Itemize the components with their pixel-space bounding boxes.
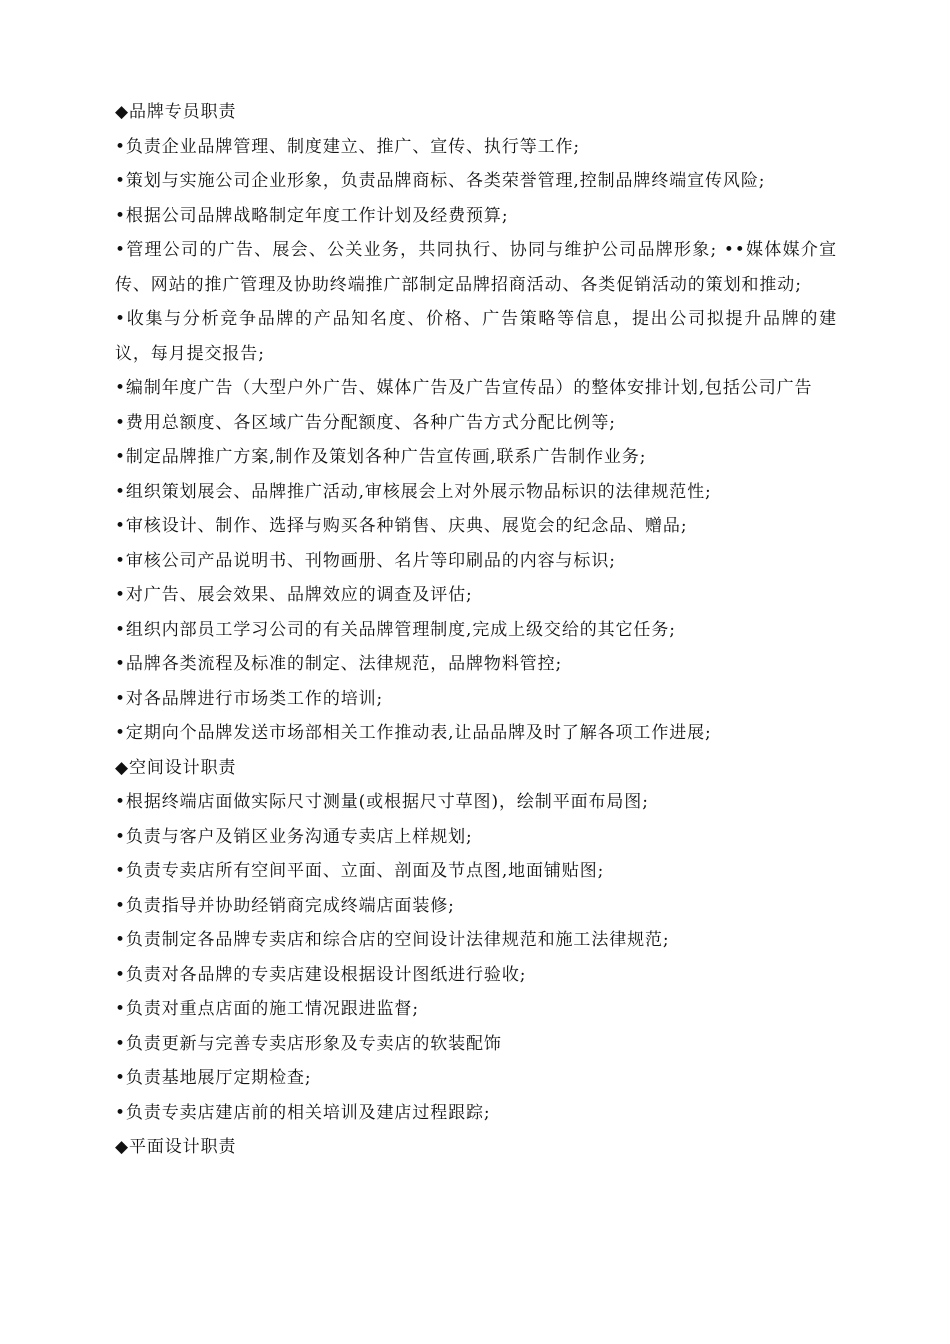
list-item: •审核设计、制作、选择与购买各种销售、庆典、展览会的纪念品、赠品;	[115, 516, 688, 536]
list-item: •负责对重点店面的施工情况跟进监督;	[115, 999, 419, 1019]
list-item: •负责更新与完善专卖店形象及专卖店的软装配饰	[115, 1033, 502, 1054]
list-item: •负责专卖店建店前的相关培训及建店过程跟踪;	[115, 1102, 491, 1123]
list-item: •管理公司的广告、展会、公关业务，共同执行、协同与维护公司品牌形象; ••媒体媒介宣传、网站的推广管理及协助终端推广部制定品牌招商活动、各类促销活动的策划和推动;	[115, 240, 837, 295]
list-item: •负责企业品牌管理、制度建立、推广、宣传、执行等工作;	[115, 136, 581, 157]
list-item: •负责与客户及销区业务沟通专卖店上样规划;	[115, 826, 473, 847]
section-heading: ◆空间设计职责	[115, 757, 237, 778]
document-body	[115, 95, 837, 1165]
list-item: •根据公司品牌战略制定年度工作计划及经费预算;	[115, 205, 509, 226]
list-item: •负责对各品牌的专卖店建设根据设计图纸进行验收;	[115, 964, 527, 985]
list-item: •组织内部员工学习公司的有关品牌管理制度,完成上级交给的其它任务;	[115, 619, 676, 640]
list-item: •对广告、展会效果、品牌效应的调查及评估;	[115, 585, 473, 605]
section-heading: ◆品牌专员职责	[115, 102, 237, 122]
list-item: •制定品牌推广方案,制作及策划各种广告宣传画,联系广告制作业务;	[115, 447, 647, 467]
list-item: •组织策划展会、品牌推广活动,审核展会上对外展示物品标识的法律规范性;	[115, 481, 712, 502]
list-item: •根据终端店面做实际尺寸测量(或根据尺寸草图)，绘制平面布局图;	[115, 792, 649, 812]
list-item: •负责基地展厅定期检查;	[115, 1068, 312, 1088]
section-heading: ◆平面设计职责	[115, 1137, 237, 1157]
list-item: •负责制定各品牌专卖店和综合店的空间设计法律规范和施工法律规范;	[115, 930, 670, 950]
list-item: •品牌各类流程及标准的制定、法律规范，品牌物料管控;	[115, 654, 563, 674]
list-item: •负责指导并协助经销商完成终端店面装修;	[115, 895, 455, 916]
list-item: •审核公司产品说明书、刊物画册、名片等印刷品的内容与标识;	[115, 550, 616, 571]
list-item: •对各品牌进行市场类工作的培训;	[115, 688, 384, 709]
list-item: •编制年度广告（大型户外广告、媒体广告及广告宣传品）的整体安排计划,包括公司广告	[115, 378, 813, 398]
list-item: •负责专卖店所有空间平面、立面、剖面及节点图,地面铺贴图;	[115, 861, 605, 881]
list-item: •定期向个品牌发送市场部相关工作推动表,让品品牌及时了解各项工作进展;	[115, 723, 712, 743]
list-item: •策划与实施公司企业形象，负责品牌商标、各类荣誉管理,控制品牌终端宣传风险;	[115, 171, 766, 191]
list-item: •费用总额度、各区域广告分配额度、各种广告方式分配比例等;	[115, 412, 616, 433]
list-item: •收集与分析竞争品牌的产品知名度、价格、广告策略等信息，提出公司拟提升品牌的建议，每月提交报告;	[115, 309, 837, 364]
